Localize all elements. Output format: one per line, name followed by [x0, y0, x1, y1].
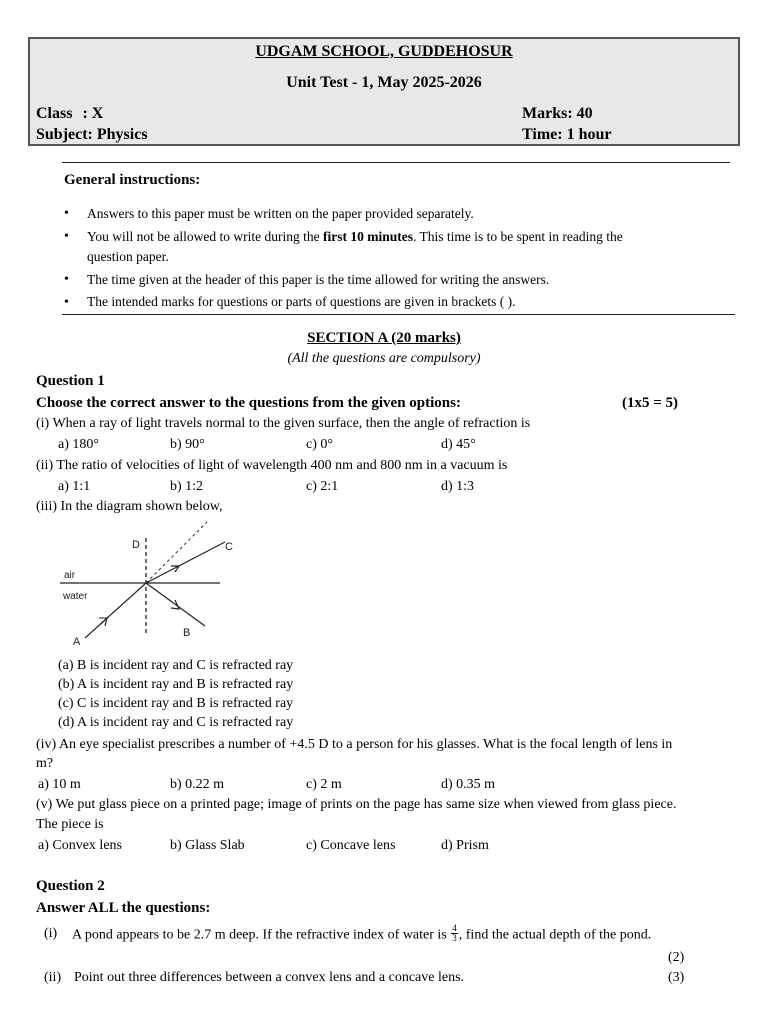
ray-c — [146, 542, 225, 583]
divider-top — [62, 162, 730, 163]
q1-i-option-d: d) 45° — [441, 437, 476, 452]
section-a-title: SECTION A (20 marks) — [307, 330, 461, 346]
school-name: UDGAM SCHOOL, GUDDEHOSUR — [255, 43, 513, 60]
q1-i-text: (i) When a ray of light travels normal to the given surface, then the angle of refraction is — [36, 416, 531, 431]
reflected-dashed-ray — [146, 522, 207, 583]
ray-b — [146, 583, 205, 626]
instruction-2-bold: first 10 minutes — [322, 229, 413, 244]
q1-heading: Question 1 — [36, 373, 105, 389]
q1-i-option-b: b) 90° — [170, 437, 205, 452]
q2-i-text — [72, 923, 652, 945]
q1-v-option-b: b) Glass Slab — [170, 838, 245, 853]
q1-v-option-c: c) Concave lens — [306, 838, 396, 853]
time: Time: 1 hour — [522, 126, 612, 143]
q1-iv-option-c: c) 2 m — [306, 777, 342, 792]
q1-iii-option-d: (d) A is incident ray and C is refracted ray — [58, 715, 294, 730]
instruction-1: Answers to this paper must be written on the paper provided separately. — [87, 206, 474, 221]
refraction-diagram — [55, 520, 245, 650]
q2-i-marks: (2) — [668, 950, 685, 965]
q2-i-fraction-den: 3 — [452, 933, 457, 943]
q2-ii-marks: (3) — [668, 970, 685, 985]
bullet-1: • — [64, 206, 69, 221]
q1-ii-text: (ii) The ratio of velocities of light of wavelength 400 nm and 800 nm in a vacuum is — [36, 458, 508, 473]
label-water: water — [63, 591, 88, 602]
q1-v-text-2: The piece is — [36, 817, 104, 832]
class-label-text: Class — [36, 105, 73, 122]
subject: Subject: Physics — [36, 126, 148, 143]
q2-instruction: Answer ALL the questions: — [36, 900, 211, 916]
q1-iv-option-a: a) 10 m — [38, 777, 81, 792]
q1-v-option-d: d) Prism — [441, 838, 489, 853]
bullet-3: • — [64, 272, 69, 287]
label-d: D — [132, 539, 140, 551]
instruction-2-start: You will not be allowed to write during the — [87, 229, 323, 244]
q1-ii-option-c: c) 2:1 — [306, 479, 339, 494]
class-value: : X — [82, 105, 104, 122]
q2-ii-text: Point out three differences between a convex lens and a concave lens. — [74, 970, 465, 985]
q1-iii-option-a: (a) B is incident ray and C is refracted ray — [58, 658, 294, 673]
q1-i-option-a: a) 180° — [58, 437, 99, 452]
instructions-title: General instructions: — [64, 172, 201, 188]
q2-i-number: (i) — [44, 926, 58, 941]
q1-v-option-a: a) Convex lens — [38, 838, 122, 853]
divider-bottom — [62, 314, 735, 315]
ray-a — [85, 583, 146, 638]
q1-iv-text-1: (iv) An eye specialist prescribes a number of +4.5 D to a person for his glasses. What is the focal length of lens in — [36, 737, 673, 752]
q1-marks: (1x5 = 5) — [622, 395, 679, 411]
q1-iv-option-b: b) 0.22 m — [170, 777, 225, 792]
q1-i-option-c: c) 0° — [306, 437, 333, 452]
bullet-2: • — [64, 229, 69, 244]
q2-i-fraction — [451, 924, 458, 943]
label-a: A — [73, 636, 81, 648]
label-b: B — [183, 627, 191, 639]
q2-i-text-main: A pond appears to be 2.7 m deep. If the refractive index of water is — [72, 927, 447, 943]
q1-iii-option-c: (c) C is incident ray and B is refracted ray — [58, 696, 294, 711]
header-box — [28, 37, 740, 146]
instruction-2-rest: . This time is to be spent in reading the — [412, 229, 623, 244]
q1-ii-option-a: a) 1:1 — [58, 479, 91, 494]
q1-ii-option-b: b) 1:2 — [170, 479, 204, 494]
bullet-4: • — [64, 295, 69, 310]
class-label — [36, 105, 103, 123]
q2-ii-number: (ii) — [44, 970, 62, 985]
instruction-3: The time given at the header of this paper is the time allowed for writing the answers. — [87, 272, 550, 287]
q1-v-text-1: (v) We put glass piece on a printed page; image of prints on the page has same size when viewed from glass piece. — [36, 797, 677, 812]
q2-i-fraction-num: 4 — [452, 923, 457, 933]
q1-iv-text-2: m? — [36, 756, 54, 771]
q2-i-text-end: , find the actual depth of the pond. — [458, 927, 652, 943]
label-air: air — [64, 570, 76, 581]
instruction-2-cont: question paper. — [87, 249, 169, 264]
q1-instruction: Choose the correct answer to the questions from the given options: — [36, 395, 461, 411]
q1-iii-text: (iii) In the diagram shown below, — [36, 499, 223, 514]
section-a-subtitle: (All the questions are compulsory) — [287, 351, 481, 366]
marks: Marks: 40 — [522, 105, 593, 122]
instruction-4: The intended marks for questions or parts of questions are given in brackets ( ). — [87, 294, 516, 309]
q1-iii-option-b: (b) A is incident ray and B is refracted ray — [58, 677, 294, 692]
q1-iv-option-d: d) 0.35 m — [441, 777, 496, 792]
q1-ii-option-d: d) 1:3 — [441, 479, 475, 494]
label-c: C — [225, 541, 233, 553]
q2-heading: Question 2 — [36, 878, 105, 894]
test-title: Unit Test - 1, May 2025-2026 — [286, 74, 482, 91]
instruction-2 — [87, 227, 707, 267]
